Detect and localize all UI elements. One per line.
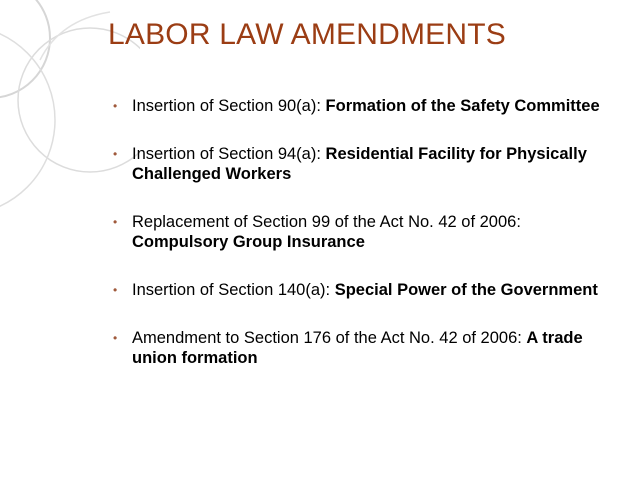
item-highlight: A trade union formation	[132, 329, 583, 367]
list-item	[108, 280, 608, 300]
bullet-icon: •	[113, 215, 118, 229]
item-text: Insertion of Section 140(a):	[132, 281, 335, 299]
bullet-icon: •	[113, 283, 118, 297]
item-text: Replacement of Section 99 of the Act No. 42 of 2006:	[132, 213, 521, 231]
bullet-icon: •	[113, 99, 118, 113]
list-item	[108, 96, 608, 116]
item-highlight: Formation of the Safety Committee	[325, 97, 600, 115]
item-highlight: Compulsory Group Insurance	[132, 233, 365, 251]
list-item	[108, 144, 608, 184]
slide-title: LABOR LAW AMENDMENTS	[108, 18, 506, 51]
bullet-icon: •	[113, 331, 118, 345]
item-text: Insertion of Section 90(a):	[132, 97, 326, 115]
list-item	[108, 328, 608, 368]
list-item	[108, 212, 608, 252]
item-text: Amendment to Section 176 of the Act No. 42 of 2006:	[132, 329, 527, 347]
item-text: Insertion of Section 94(a):	[132, 145, 326, 163]
item-highlight: Special Power of the Government	[334, 281, 598, 299]
bullet-list	[108, 96, 608, 396]
item-highlight: Residential Facility for Physically Challenged Workers	[132, 145, 587, 183]
bullet-icon: •	[113, 147, 118, 161]
